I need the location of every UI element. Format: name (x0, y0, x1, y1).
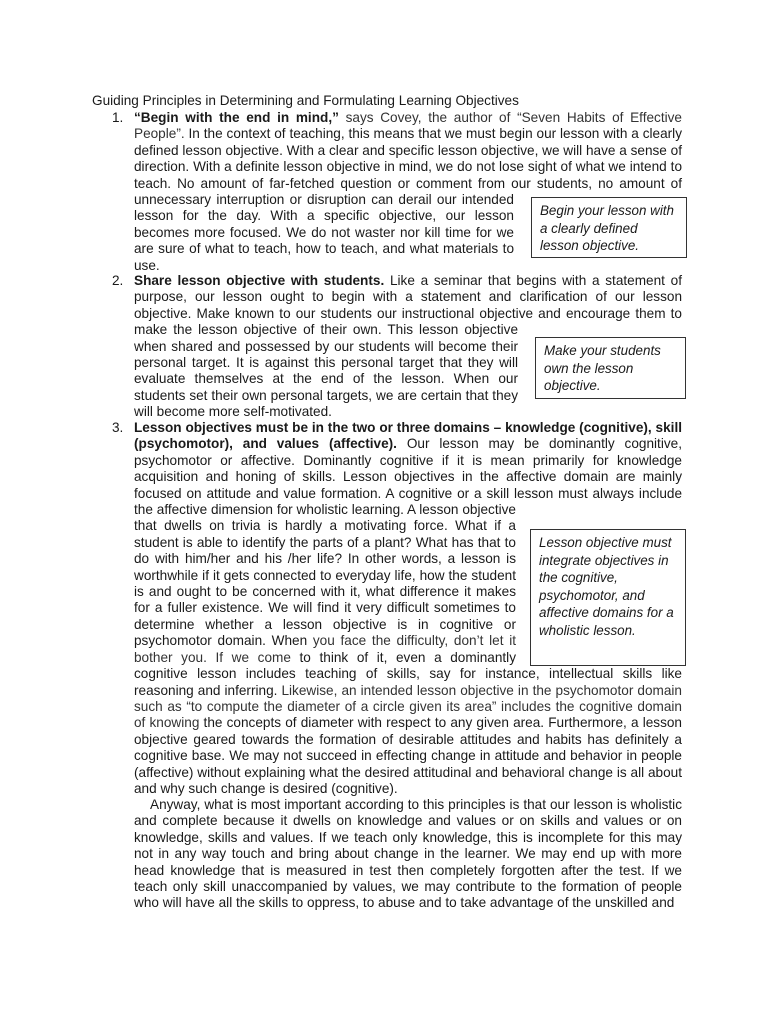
principle-text-part: In the context of teaching, this means that we must begin our lesson with a clearly defined lesson objective. With a clear and specific lesson objective, we will have a sense of direction. With a definite lesson objective in mind, we do not lose sight of what we intend to teach. No amount of far-fetched question or comment from our students, no amount of unnecessary interruption or disruption can derail our intended lesson for the day. With a specific objective, our lesson becomes more focused. We do not waster nor kill time for we are sure of what to teach, how to teach, and what materials to use. (134, 126, 682, 273)
principle-text-part: says Covey, the author of “Seven Habits of Effective People”. (134, 110, 682, 142)
principle-lead: Share lesson objective with students. (134, 273, 385, 288)
principle-number: 3. (112, 420, 124, 435)
principle-text-part: the concepts of diameter with respect to any given area. Furthermore, a lesson objective geared towards the formation of desirable attitudes and habits has definitely a cognitive base. We may not succeed in effecting change in attitude and behavior in people (affective) without explaining what the desired attitudinal and behavioral change is all about and why such change is desired (cognitive). (134, 715, 682, 796)
closing-paragraph: Anyway, what is most important according to this principles is that our lesson is wholistic and complete because it dwells on knowledge and values or on skills and values or on knowledge, skills and values. If we teach only knowledge, this is incomplete for this may not in any way touch and bring about change in the learner. We may end up with more head knowledge that is measured in test then completely forgotten after the test. If we teach only skill unaccompanied by values, we may contribute to the formation of people who will have all the skills to oppress, to abuse and to take advantage of the unskilled and (134, 797, 682, 911)
principle-lead: “Begin with the end in mind,” (134, 110, 339, 125)
principle-text-part: Our lesson may be dominantly cognitive, psychomotor or affective. Dominantly cognitive if it is mean primarily for knowledge acquisition and honing of skills. Lesson objectives in the affective domain are mainly focused on attitude and value formation. A cognitive or a skill lesson must always include the affective dimension for wholistic learning. A lesson objective that dwells on trivia is hardly a motivating force. What if a student is able to identify the parts of a plant? What has that to do with him/her and his /her life? In other words, a lesson is worthwhile if it gets connected to everyday life, how the student is and ought to be concerned with it, what difference it makes for a fuller existence. We will find it very difficult sometimes to determine whether a lesson objective is in cognitive or psychomotor domain. When (134, 436, 682, 649)
principle-text-part: to think of it, even a dominantly cognitive lesson includes teaching of skills, say for instance, intellectual skills like reasoning and inferring. (134, 649, 682, 698)
principle-number: 2. (112, 273, 124, 288)
principle-text-part: you face the difficulty, don’t let it bother you. If we come (134, 633, 516, 665)
margin-note-3: Lesson objective must integrate objectives in the cognitive, psychomotor, and affective domains for a wholistic lesson. (530, 529, 686, 666)
principle-lead: Lesson objectives must be in the two or three domains – knowledge (cognitive), skill (psychomotor), and values (affective). (134, 420, 682, 452)
principle-number: 1. (112, 110, 124, 125)
principle-text-part: Like a seminar that begins with a statement of purpose, our lesson ought to begin with a statement and clarification of our lesson objective. Make known to our students our instructional objective and encourage them to make the lesson objective of their own. This lesson objective when shared and possessed by our students will become their personal target. It is against this personal target that they will evaluate themselves at the end of the lesson. When our students set their own personal targets, we are certain that they will become more self-motivated. (134, 273, 682, 420)
document-title: Guiding Principles in Determining and Formulating Learning Objectives (92, 93, 519, 108)
margin-note-2: Make your students own the lesson objective. (535, 337, 686, 399)
margin-note-1: Begin your lesson with a clearly defined lesson objective. (531, 197, 687, 258)
principle-text-part: Likewise, an intended lesson objective in the psychomotor domain such as “to compute the diameter of a circle given its area” includes the cognitive domain of knowing (134, 682, 682, 731)
